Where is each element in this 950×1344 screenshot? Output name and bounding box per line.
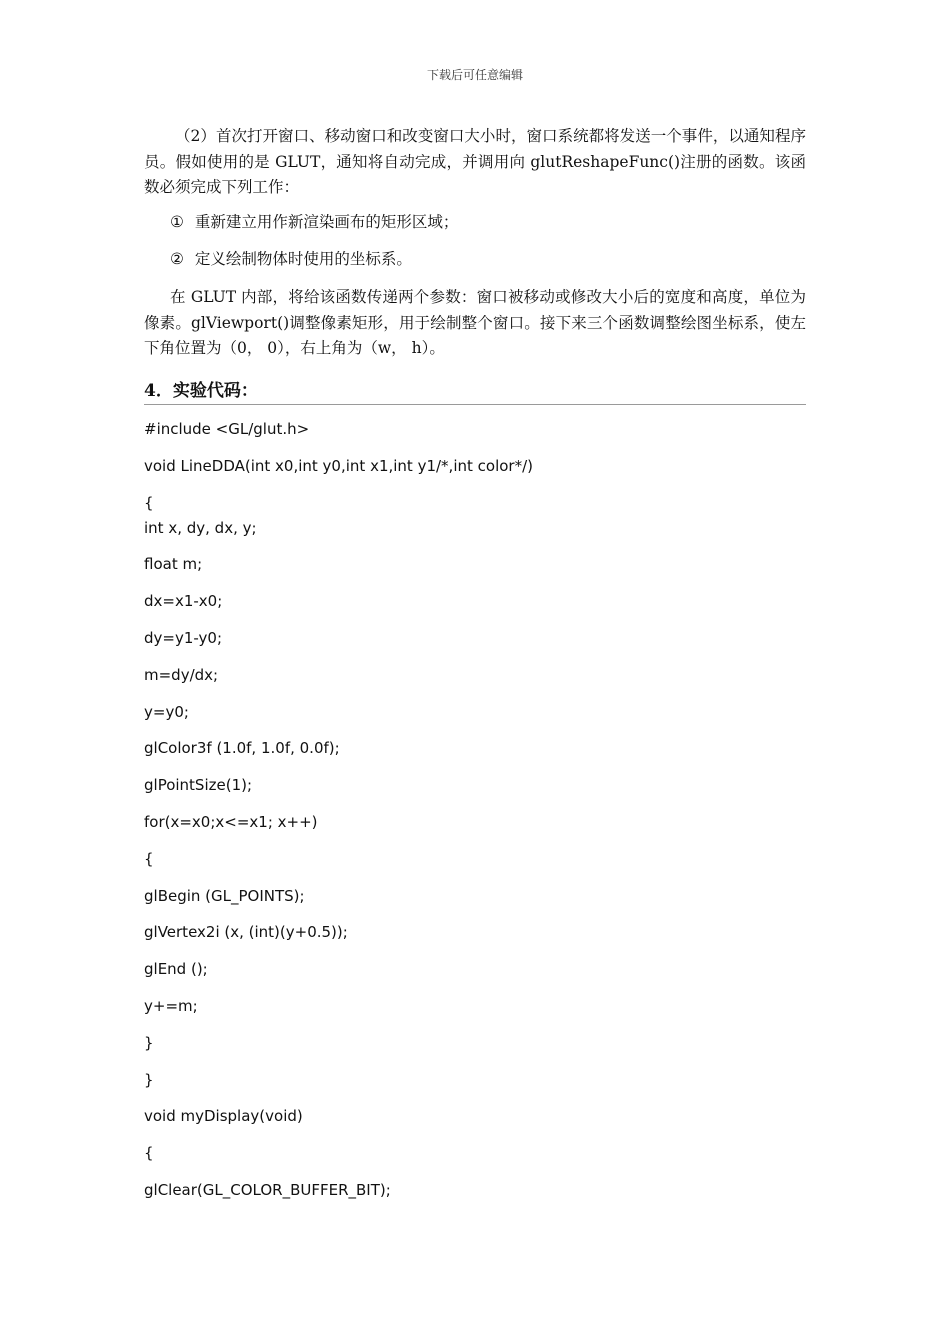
code-block — [144, 418, 806, 1201]
code-line: void LineDDA(int x0,int y0,int x1,int y1/*,int color*/) — [144, 456, 533, 475]
list-item-text: 重新建立用作新渲染画布的矩形区域； — [194, 213, 459, 231]
code-line: dy=y1-y0; — [144, 628, 223, 647]
code-line: { — [144, 493, 154, 512]
code-line: glPointSize(1); — [144, 776, 253, 795]
code-line: glEnd (); — [144, 960, 208, 979]
code-line: for(x=x0;x<=x1; x++) — [144, 812, 318, 831]
code-line: } — [144, 1033, 154, 1052]
code-line: y=y0; — [144, 702, 189, 721]
code-line: } — [144, 1070, 154, 1089]
paragraph-reshape-intro: （2）首次打开窗口、移动窗口和改变窗口大小时，窗口系统都将发送一个事件，以通知程序员。假如使用的是 GLUT，通知将自动完成，并调用向 glutReshapeFunc()注册的函数。该函数必须完成下列工作： — [144, 127, 806, 196]
code-line: { — [144, 849, 154, 868]
list-marker: ① — [170, 213, 184, 231]
code-line: dx=x1-x0; — [144, 592, 223, 611]
code-line: glClear(GL_COLOR_BUFFER_BIT); — [144, 1180, 391, 1199]
section-heading: 4．实验代码： — [144, 376, 806, 405]
list-item — [170, 211, 458, 233]
code-line: glColor3f (1.0f, 1.0f, 0.0f); — [144, 739, 340, 758]
code-line: float m; — [144, 555, 203, 574]
code-line: #include <GL/glut.h> — [144, 420, 310, 438]
code-line: y+=m; — [144, 996, 198, 1015]
code-line: glBegin (GL_POINTS); — [144, 886, 305, 905]
code-line: m=dy/dx; — [144, 665, 219, 684]
page-header: 下载后可任意编辑 — [426, 68, 523, 82]
code-line: glVertex2i (x, (int)(y+0.5)); — [144, 923, 348, 942]
list-item-text: 定义绘制物体时使用的坐标系。 — [194, 250, 412, 268]
code-line: { — [144, 1144, 154, 1163]
list-marker: ② — [170, 250, 184, 268]
list-item — [170, 248, 412, 270]
code-line: void myDisplay(void) — [144, 1107, 303, 1126]
code-line: int x, dy, dx, y; — [144, 518, 257, 537]
paragraph-glut-viewport: 在 GLUT 内部，将给该函数传递两个参数：窗口被移动或修改大小后的宽度和高度，单位为像素。glViewport()调整像素矩形，用于绘制整个窗口。接下来三个函数调整绘图坐标系，使左下角位置为（0， 0），右上角为（w， h）。 — [144, 288, 806, 357]
